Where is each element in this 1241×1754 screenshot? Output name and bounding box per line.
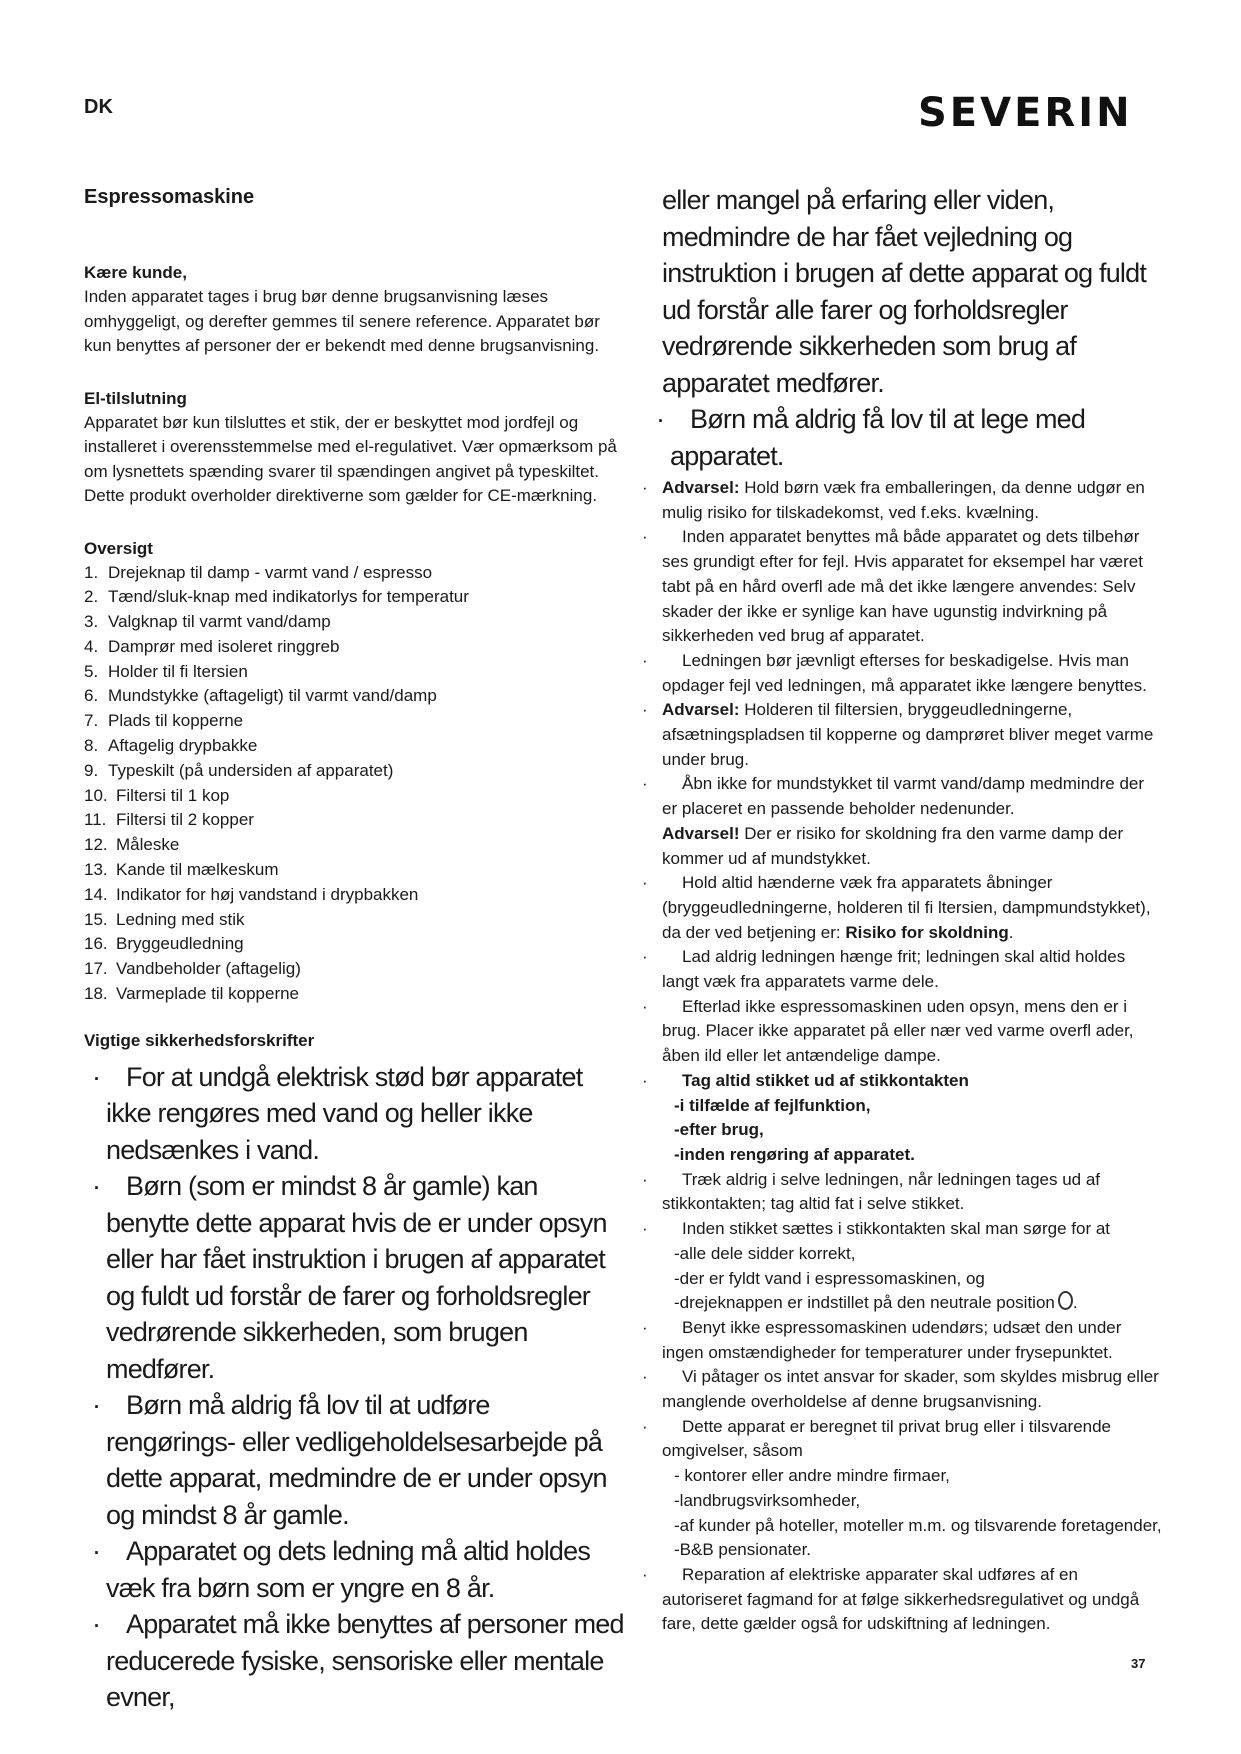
list-item: · Inden apparatet benyttes må både apparatet og dets tilbehør ses grundigt efter for fejl. Hvis apparatet for eksempel har været tabt på en hård overfl ade må det ikke længere anvendes: Selv skader der ikke er synlige kan have ugunstig indvirkning på sikkerheden ved brug af apparatet.	[642, 527, 1143, 646]
list-subitem: -alle dele sidder korrekt,	[674, 1243, 856, 1263]
intro-heading: Kære kunde,	[84, 263, 187, 282]
overview-item: 14. Indikator for høj vandstand i drypbakken	[84, 884, 419, 904]
list-subitem: -der er fyldt vand i espressomaskinen, og	[674, 1268, 985, 1288]
list-item: · Efterlad ikke espressomaskinen uden opsyn, mens den er i brug. Placer ikke apparatet på eller nær ved varme overfl ader, åben ild eller let antændelige dampe.	[642, 996, 1134, 1066]
list-item: · Vi påtager os intet ansvar for skader, som skyldes misbrug eller manglende overholdelse af denne brugsanvisning.	[642, 1367, 1159, 1412]
connection-heading: El-tilslutning	[84, 388, 187, 408]
ce-text: Dette produkt overholder direktiverne som gælder for CE-mærkning.	[84, 486, 598, 505]
list-item: · Advarsel: Holderen til filtersien, bryggeudledningerne, afsætningspladsen til kopperne og damprøret bliver meget varme under brug.	[642, 700, 1154, 769]
overview-item: 18. Varmeplade til kopperne	[84, 984, 300, 1004]
connection-text: Apparatet bør kun tilsluttes et stik, der er beskyttet mod jordfejl og installeret i overensstemmelse med el-regulativet. Vær opmærksom på om lysnettets spænding svarer til spændingen angivet på typeskiltet.	[84, 412, 617, 481]
list-subitem: -B&B pensionater.	[674, 1540, 812, 1560]
list-subitem: -drejeknappen er indstillet på den neutrale position .	[674, 1293, 1078, 1313]
overview-item: 12. Måleske	[84, 835, 180, 855]
list-item: · Inden stikket sættes i stikkontakten skal man sørge for at	[642, 1219, 1111, 1239]
list-item: · Hold altid hænderne væk fra apparatets åbninger (bryggeudledningerne, holderen til fi ltersien, dampmundstykket), da der ved betjening er: Risiko for skoldning.	[642, 873, 1151, 942]
list-item: · Ledningen bør jævnligt efterses for beskadigelse. Hvis man opdager fejl ved ledningen, må apparatet ikke længere benyttes.	[642, 650, 1147, 695]
overview-item: 5. Holder til fi ltersien	[84, 661, 248, 681]
safety-list-left	[84, 1059, 624, 1716]
overview-item: 17. Vandbeholder (aftagelig)	[84, 959, 301, 979]
overview-heading: Oversigt	[84, 538, 153, 558]
list-item: · Træk aldrig i selve ledningen, når ledningen tages ud af stikkontakten; tag altid fat i selve stikket.	[642, 1169, 1101, 1214]
list-item: · Tag altid stikket ud af stikkontakten	[642, 1070, 969, 1090]
list-item: · For at undgå elektrisk stød bør apparatet ikke rengøres med vand og heller ikke nedsænkes i vand.	[92, 1061, 583, 1165]
neutral-position-icon	[1058, 1291, 1073, 1310]
list-item: · Børn må aldrig få lov til at udføre rengørings- eller vedligeholdelsesarbejde på dette apparat, medmindre de er under opsyn og mindst 8 år gamle.	[92, 1390, 607, 1530]
overview-item: 6. Mundstykke (aftageligt) til varmt vand/damp	[84, 686, 437, 706]
list-subitem: -inden rengøring af apparatet.	[674, 1144, 915, 1164]
list-item: · Reparation af elektriske apparater skal udføres af en autoriseret fagmand for at følge sikkerhedsregulativet og undgå fare, dette gælder også for udskiftning af ledningen.	[642, 1564, 1140, 1634]
overview-item: 1. Drejeknap til damp - varmt vand / espresso	[84, 562, 433, 582]
list-subitem: - kontorer eller andre mindre firmaer,	[674, 1466, 950, 1486]
right-column	[642, 185, 1162, 1637]
left-column	[84, 186, 624, 1716]
overview-item: 7. Plads til kopperne	[84, 711, 244, 731]
page-number: 37	[1131, 1656, 1146, 1671]
list-item: · Åbn ikke for mundstykket til varmt vand/damp medmindre der er placeret en passende beholder nedenunder. Advarsel! Der er risiko for skoldning fra den varme damp der kommer ud af mundstykket.	[642, 774, 1145, 868]
overview-item: 8. Aftagelig drypbakke	[84, 736, 258, 756]
page-title: Espressomaskine	[84, 186, 255, 208]
list-subitem: -landbrugsvirksomheder,	[674, 1490, 861, 1510]
overview-item: 2. Tænd/sluk-knap med indikatorlys for temperatur	[84, 587, 469, 607]
overview-item: 15. Ledning med stik	[84, 909, 245, 929]
list-item: · Lad aldrig ledningen hænge frit; ledningen skal altid holdes langt væk fra apparatets varme dele.	[642, 947, 1126, 992]
overview-item: 4. Damprør med isoleret ringgreb	[84, 636, 340, 656]
brand-logo: SEVERIN	[918, 90, 1133, 136]
overview-item: 10. Filtersi til 1 kop	[84, 785, 230, 805]
list-item: · Apparatet må ikke benyttes af personer med reducerede fysiske, sensoriske eller mentale evner,	[92, 1609, 624, 1713]
safety-heading: Vigtige sikkerhedsforskrifter	[84, 1030, 315, 1050]
overview-item: 9. Typeskilt (på undersiden af apparatet)	[84, 760, 394, 780]
list-item: · Benyt ikke espressomaskinen udendørs; udsæt den under ingen omstændigheder for temperaturer under frysepunktet.	[642, 1317, 1122, 1362]
overview-item: 3. Valgknap til varmt vand/damp	[84, 612, 331, 632]
overview-list	[84, 561, 624, 1007]
list-item: · Børn må aldrig få lov til at lege med apparatet.	[656, 404, 1086, 471]
list-item: · Advarsel: Hold børn væk fra emballeringen, da denne udgør en mulig risiko for tilskadekomst, ved f.eks. kvælning.	[642, 478, 1145, 522]
list-subitem: -af kunder på hoteller, moteller m.m. og tilsvarende foretagender,	[674, 1515, 1162, 1535]
safety-continued: eller mangel på erfaring eller viden, medmindre de har fået vejledning og instruktion i brugen af dette apparat og fuldt ud forstår alle farer og forholdsregler vedrørende sikkerheden som brug af apparatet medfører.	[662, 185, 1147, 398]
overview-item: 16. Bryggeudledning	[84, 934, 244, 954]
overview-item: 11. Filtersi til 2 kopper	[84, 810, 254, 830]
list-item: · Apparatet og dets ledning må altid holdes væk fra børn som er yngre en 8 år.	[92, 1536, 591, 1603]
list-item: · Dette apparat er beregnet til privat brug eller i tilsvarende omgivelser, såsom	[642, 1416, 1112, 1461]
list-item: · Børn (som er mindst 8 år gamle) kan benytte dette apparat hvis de er under opsyn eller har fået instruktion i brugen af apparatet og fuldt ud forstår de farer og forholdsregler vedrørende sikkerheden, som brugen medfører.	[92, 1171, 607, 1384]
list-subitem: -i tilfælde af fejlfunktion,	[674, 1095, 871, 1115]
list-subitem: -efter brug,	[674, 1120, 764, 1140]
intro-text: Inden apparatet tages i brug bør denne brugsanvisning læses omhyggeligt, og derefter gemmes til senere reference. Apparatet bør kun benyttes af personer der er bekendt med denne brugsanvisning.	[84, 287, 600, 355]
overview-item: 13. Kande til mælkeskum	[84, 860, 279, 880]
language-code: DK	[84, 96, 113, 118]
